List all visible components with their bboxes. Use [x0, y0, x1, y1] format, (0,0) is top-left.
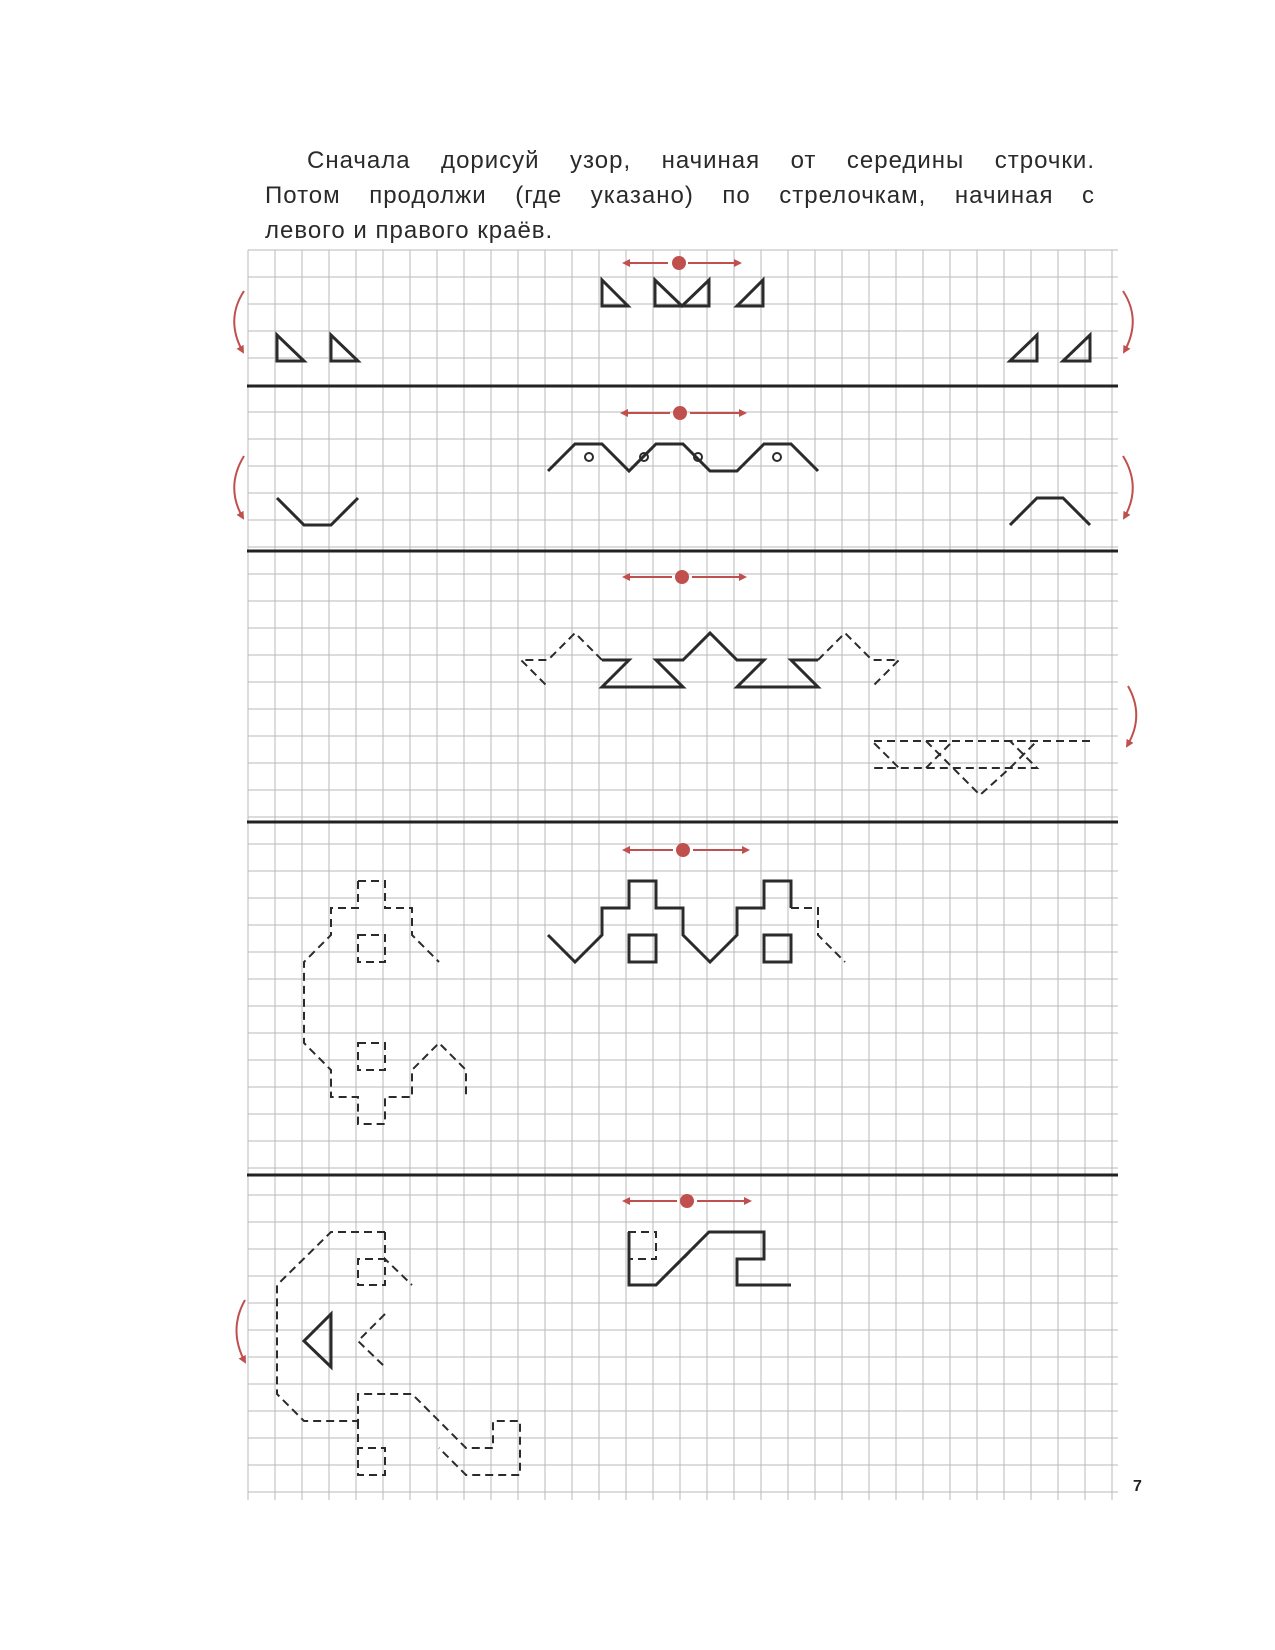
triangle-shape — [304, 1314, 331, 1367]
triangle-shape — [655, 280, 709, 306]
dashed-left-pattern — [277, 1232, 520, 1475]
instruction-line-3: левого и правого краёв. — [265, 217, 554, 244]
instruction-line-2: Потом продолжи (где указано) по стрелочкам, начиная с — [265, 182, 1095, 209]
right-arrow-row-2 — [1123, 456, 1133, 518]
square-shape — [764, 935, 791, 962]
circle-dot — [773, 453, 781, 461]
zigzag-line — [277, 498, 358, 525]
pattern-row-5-dashed — [277, 1232, 709, 1475]
center-markers — [622, 257, 750, 1207]
triangle-shape — [331, 335, 358, 361]
triangle-shape — [277, 335, 304, 361]
zigzag-line — [548, 444, 818, 471]
dashed-star-right — [818, 633, 899, 687]
triangle-shape — [1063, 335, 1090, 361]
cross-shape — [548, 881, 791, 962]
pattern-row-1 — [277, 280, 1090, 361]
dashed-hook — [629, 1232, 656, 1259]
grid-lines — [248, 250, 1118, 1500]
center-marker-row-3 — [624, 571, 745, 583]
triangle-shape — [737, 280, 763, 306]
square-shape — [629, 935, 656, 962]
pattern-row-4 — [548, 881, 791, 962]
dashed-star-left — [521, 633, 602, 687]
dashed-vertical-pattern — [358, 881, 439, 962]
center-marker-row-2 — [622, 407, 745, 419]
center-marker-row-5 — [624, 1195, 750, 1207]
dashed-left-pattern — [358, 1421, 385, 1475]
pattern-row-5 — [304, 1232, 791, 1367]
star-shape — [602, 633, 818, 687]
triangle-shape — [602, 280, 628, 306]
dashed-vertical-pattern — [304, 881, 466, 1124]
right-arrow-row-1 — [1123, 291, 1133, 352]
pattern-row-3-dashed — [521, 633, 1090, 795]
center-marker-row-1 — [624, 257, 740, 269]
row-dividers — [247, 386, 1118, 1175]
instruction-line-1: Сначала дорисуй узор, начиная от середины строчки. — [307, 147, 1095, 174]
triangle-shape — [1010, 335, 1037, 361]
dashed-square — [358, 935, 385, 962]
left-arrow-row-1 — [234, 291, 244, 352]
dashed-cross-right — [791, 908, 845, 962]
zigzag-line — [1010, 498, 1090, 525]
left-arrow-row-2 — [234, 456, 244, 518]
left-arrow-row-5 — [237, 1300, 246, 1362]
circle-dot — [585, 453, 593, 461]
dashed-square — [358, 1043, 385, 1070]
pattern-row-4-dashed — [304, 881, 845, 1124]
pattern-row-3 — [602, 633, 818, 687]
pattern-row-2 — [277, 444, 1090, 525]
dashed-right-edge — [872, 741, 1090, 768]
page-number: 7 — [1133, 1478, 1142, 1495]
right-arrow-row-3 — [1127, 686, 1136, 746]
dashed-left-pattern — [358, 1232, 412, 1285]
dashed-triangle — [358, 1314, 385, 1367]
center-marker-row-4 — [624, 844, 748, 856]
